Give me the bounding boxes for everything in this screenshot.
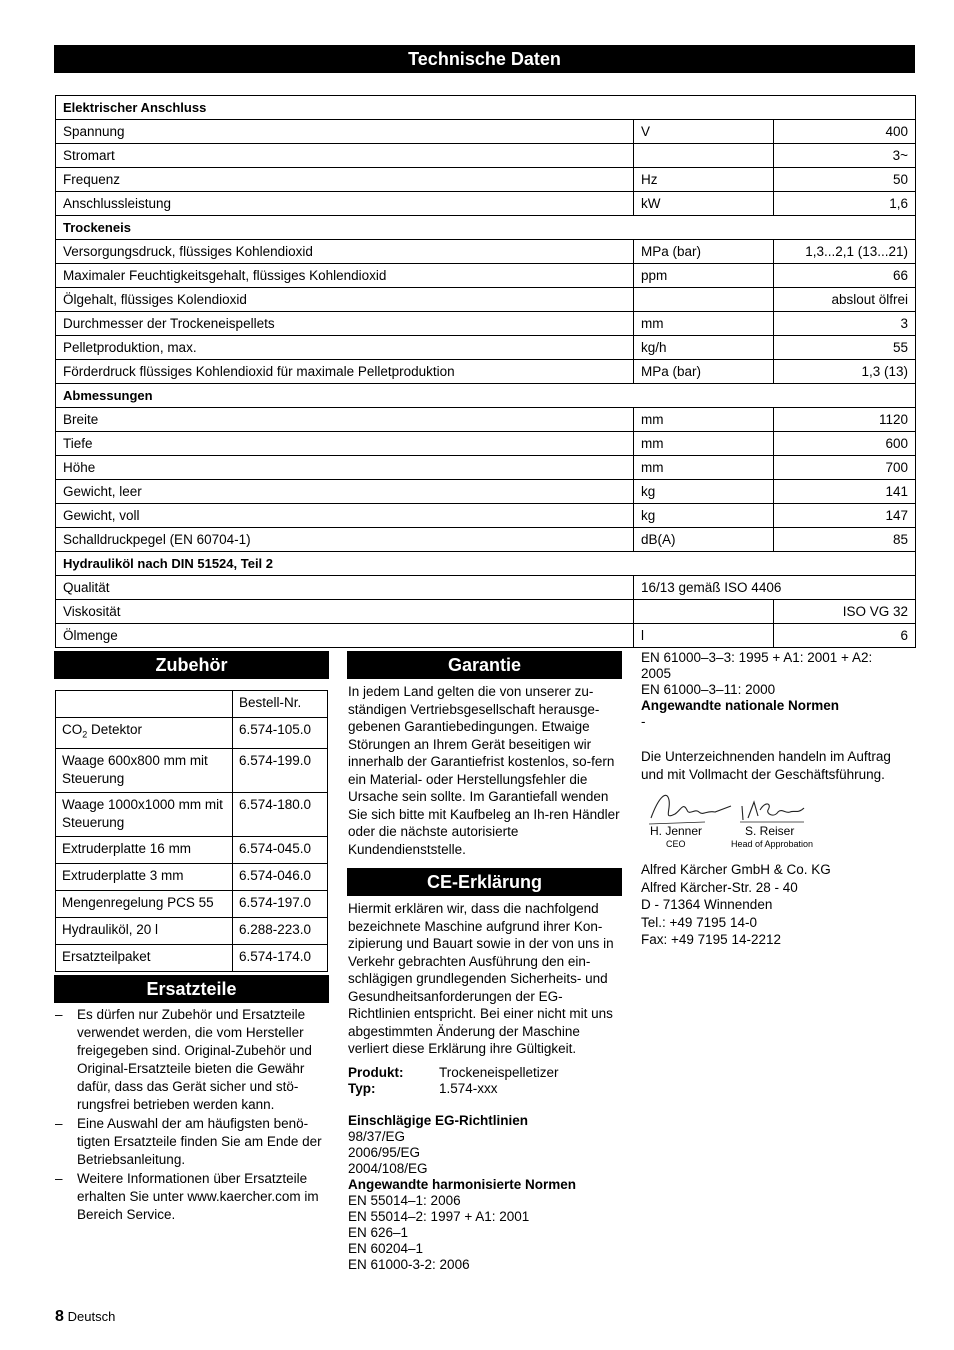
table-row (56, 718, 328, 749)
section-title: Hydrauliköl nach DIN 51524, Teil 2 (56, 552, 916, 576)
norms-continued (641, 650, 872, 730)
eg-block (348, 1113, 576, 1273)
accessories-header-row (56, 691, 328, 718)
row-unit: kg (634, 480, 774, 504)
table-row (56, 863, 328, 890)
row-label: Gewicht, leer (56, 480, 634, 504)
row-unit: MPa (bar) (634, 240, 774, 264)
row-value: 1,6 (774, 192, 916, 216)
harm-item: EN 55014–2: 1997 + A1: 2001 (348, 1209, 530, 1224)
list-item (55, 1006, 330, 1114)
table-row (56, 576, 916, 600)
row-value: 50 (774, 168, 916, 192)
address-line: Fax: +49 7195 14-2212 (641, 932, 781, 947)
table-row (56, 456, 916, 480)
accessories-header-nr: Bestell-Nr. (233, 691, 328, 718)
row-label: Förderdruck flüssiges Kohlendioxid für maximale Pelletproduktion (56, 360, 634, 384)
row-value: 1,3...2,1 (13...21) (774, 240, 916, 264)
accessory-name-part: CO (62, 722, 83, 737)
accessory-order-number: 6.574-045.0 (233, 836, 328, 863)
table-row (56, 432, 916, 456)
table-row (56, 748, 328, 792)
row-label: Ölmenge (56, 624, 634, 648)
list-item (55, 1115, 330, 1169)
row-label: Durchmesser der Trockeneispellets (56, 312, 634, 336)
produkt-value: Trockeneispelletizer (439, 1065, 559, 1080)
accessory-name: Waage 600x800 mm mit Steuerung (56, 748, 233, 792)
table-row (56, 917, 328, 944)
table-row (56, 890, 328, 917)
row-label: Stromart (56, 144, 634, 168)
row-value: 147 (774, 504, 916, 528)
address-line: Alfred Kärcher-Str. 28 - 40 (641, 879, 798, 895)
row-unit (634, 600, 774, 624)
eg-item: 2004/108/EG (348, 1161, 428, 1176)
row-value: abslout ölfrei (774, 288, 916, 312)
row-unit: mm (634, 408, 774, 432)
garantie-text: In jedem Land gelten die von unserer zu-ständigen Vertriebsgesellschaft herausge-gebenen Garantiebedingungen. Etwaige Störungen an Ihrem Gerät beseitigen wir innerhalb der Garantiefrist kostenlos, so-fern ein Material- oder Herstellungsfehler die Ursache sein sollte. Im Garantiefall wenden Sie sich bitte mit Kaufbeleg an Ih-ren Händler oder die nächste autorisierte Kundendienststelle. (348, 684, 620, 857)
row-value: 400 (774, 120, 916, 144)
harm-item: 2005 (641, 666, 672, 681)
list-item-text: Eine Auswahl der am häufigsten benö-tigten Ersatzteile finden Sie am Ende der Betriebsanleitung. (77, 1116, 322, 1167)
row-unit: dB(A) (634, 528, 774, 552)
garantie-heading: Garantie (347, 651, 622, 679)
row-label: Frequenz (56, 168, 634, 192)
row-unit: kg/h (634, 336, 774, 360)
signature-jenner (645, 788, 735, 828)
table-row (56, 264, 916, 288)
ce-heading: CE-Erklärung (347, 868, 622, 896)
eg-item: 98/37/EG (348, 1129, 406, 1144)
row-unit: kW (634, 192, 774, 216)
table-row (56, 192, 916, 216)
eg-item: 2006/95/EG (348, 1145, 421, 1160)
table-row (56, 504, 916, 528)
page-footer (55, 1308, 115, 1326)
table-row (56, 528, 916, 552)
page-title: Technische Daten (54, 45, 915, 73)
table-row (56, 360, 916, 384)
accessory-name (56, 718, 233, 749)
accessory-order-number: 6.574-199.0 (233, 748, 328, 792)
accessory-order-number: 6.288-223.0 (233, 917, 328, 944)
accessory-name: Extruderplatte 16 mm (56, 836, 233, 863)
section-row (56, 216, 916, 240)
row-label: Versorgungsdruck, flüssiges Kohlendioxid (56, 240, 634, 264)
page-number: 8 (55, 1308, 64, 1325)
table-row (56, 624, 916, 648)
list-item-text: Weitere Informationen über Ersatzteile erhalten Sie unter www.kaercher.com im Bereich Service. (77, 1171, 319, 1222)
dash-marker: – (55, 1116, 63, 1131)
dash-marker: – (55, 1171, 63, 1186)
typ-label: Typ: (348, 1081, 376, 1096)
list-item-text: Es dürfen nur Zubehör und Ersatzteile verwendet werden, die vom Hersteller freigegeben sind. Original-Zubehör und Original-Ersatzteile bieten die Gewähr dafür, dass das Gerät sicher und stö-rungsfrei betrieben werden kann. (77, 1007, 312, 1112)
row-unit: l (634, 624, 774, 648)
table-row (56, 144, 916, 168)
table-row (56, 836, 328, 863)
produkt-line (348, 1065, 618, 1081)
harm-item: EN 61000–3–3: 1995 + A1: 2001 + A2: (641, 650, 873, 665)
harm-title: Angewandte harmonisierte Normen (348, 1177, 577, 1192)
row-value: 600 (774, 432, 916, 456)
row-value: 3~ (774, 144, 916, 168)
tech-data-table (55, 95, 916, 648)
signer-name: H. Jenner (650, 824, 703, 838)
address-line: Alfred Kärcher GmbH & Co. KG (641, 862, 831, 877)
accessory-order-number: 6.574-046.0 (233, 863, 328, 890)
row-value: 1,3 (13) (774, 360, 916, 384)
signers-text: Die Unterzeichnenden handeln im Auftrag und mit Vollmacht der Geschäftsführung. (641, 749, 891, 782)
row-unit: MPa (bar) (634, 360, 774, 384)
list-item (55, 1170, 330, 1224)
row-value: 6 (774, 624, 916, 648)
table-row (56, 120, 916, 144)
ersatzteile-list (55, 1006, 330, 1225)
typ-line (348, 1081, 618, 1097)
row-label: Pelletproduktion, max. (56, 336, 634, 360)
section-row (56, 96, 916, 120)
signer-name: S. Reiser (745, 824, 795, 838)
row-unit: mm (634, 432, 774, 456)
row-label: Maximaler Feuchtigkeitsgehalt, flüssiges Kohlendioxid (56, 264, 634, 288)
row-value: 85 (774, 528, 916, 552)
row-unit: ppm (634, 264, 774, 288)
eg-title: Einschlägige EG-Richtlinien (348, 1113, 529, 1128)
footer-language: Deutsch (67, 1309, 116, 1324)
row-label: Tiefe (56, 432, 634, 456)
row-value: 55 (774, 336, 916, 360)
accessory-name: Hydrauliköl, 20 l (56, 917, 233, 944)
row-unit (634, 288, 774, 312)
accessory-order-number: 6.574-180.0 (233, 792, 328, 836)
harm-item: EN 55014–1: 2006 (348, 1193, 461, 1208)
typ-value: 1.574-xxx (439, 1081, 498, 1096)
row-label: Schalldruckpegel (EN 60704-1) (56, 528, 634, 552)
harm-item: EN 626–1 (348, 1225, 409, 1240)
row-unit: V (634, 120, 774, 144)
accessory-name: Ersatzteilpaket (56, 944, 233, 971)
produkt-label: Produkt: (348, 1065, 404, 1080)
accessory-order-number: 6.574-174.0 (233, 944, 328, 971)
nat-title: Angewandte nationale Normen (641, 698, 840, 713)
section-title: Elektrischer Anschluss (56, 96, 916, 120)
harm-item: EN 61000–3–11: 2000 (641, 682, 776, 697)
row-value: 3 (774, 312, 916, 336)
row-unit: 16/13 gemäß ISO 4406 (634, 576, 916, 600)
table-row (56, 168, 916, 192)
table-row (56, 600, 916, 624)
row-label: Breite (56, 408, 634, 432)
table-row (56, 408, 916, 432)
signature-reiser (738, 796, 808, 826)
harm-item: EN 61000-3-2: 2006 (348, 1257, 470, 1272)
row-label: Viskosität (56, 600, 634, 624)
row-unit (634, 144, 774, 168)
row-value: 66 (774, 264, 916, 288)
accessory-name: Waage 1000x1000 mm mit Steuerung (56, 792, 233, 836)
row-value: 1120 (774, 408, 916, 432)
row-unit: mm (634, 312, 774, 336)
ce-text: Hiermit erklären wir, dass die nachfolgend bezeichnete Maschine aufgrund ihrer Kon-zipierung und Bauart sowie in der von uns in Verkehr gebrachten Ausführung den ein-schlägigen grundlegenden Sicherheits- und Gesundheitsanforderungen der EG-Richtlinien entspricht. Bei einer nicht mit uns abgestimmten Änderung der Maschine verliert diese Erklärung ihre Gültigkeit. (348, 901, 614, 1056)
table-row (56, 792, 328, 836)
row-label: Spannung (56, 120, 634, 144)
table-row (56, 336, 916, 360)
row-label: Anschlussleistung (56, 192, 634, 216)
signer-role: CEO (666, 839, 686, 849)
section-title: Trockeneis (56, 216, 916, 240)
address-block (641, 861, 831, 949)
row-value: ISO VG 32 (774, 600, 916, 624)
section-row (56, 552, 916, 576)
section-title: Abmessungen (56, 384, 916, 408)
accessories-header-blank (56, 691, 233, 718)
address-line: D - 71364 Winnenden (641, 897, 773, 912)
row-label: Qualität (56, 576, 634, 600)
row-value: 141 (774, 480, 916, 504)
accessory-name-part: Detektor (87, 722, 143, 737)
harm-item: EN 60204–1 (348, 1241, 424, 1256)
accessory-name: Mengenregelung PCS 55 (56, 890, 233, 917)
accessory-name: Extruderplatte 3 mm (56, 863, 233, 890)
row-label: Höhe (56, 456, 634, 480)
signer-role: Head of Approbation (731, 839, 814, 849)
row-value: 700 (774, 456, 916, 480)
table-row (56, 944, 328, 971)
section-row (56, 384, 916, 408)
nat-item: - (641, 714, 646, 729)
row-unit: kg (634, 504, 774, 528)
accessory-order-number: 6.574-105.0 (233, 718, 328, 749)
accessories-table (55, 690, 328, 972)
row-unit: Hz (634, 168, 774, 192)
row-label: Ölgehalt, flüssiges Kolendioxid (56, 288, 634, 312)
table-row (56, 480, 916, 504)
table-row (56, 240, 916, 264)
row-unit: mm (634, 456, 774, 480)
row-label: Gewicht, voll (56, 504, 634, 528)
zubehoer-heading: Zubehör (54, 651, 329, 679)
accessory-name-sub: 2 (82, 729, 88, 740)
address-line: Tel.: +49 7195 14-0 (641, 914, 757, 930)
table-row (56, 288, 916, 312)
ersatzteile-heading: Ersatzteile (54, 975, 329, 1003)
dash-marker: – (55, 1007, 63, 1022)
table-row (56, 312, 916, 336)
accessory-order-number: 6.574-197.0 (233, 890, 328, 917)
